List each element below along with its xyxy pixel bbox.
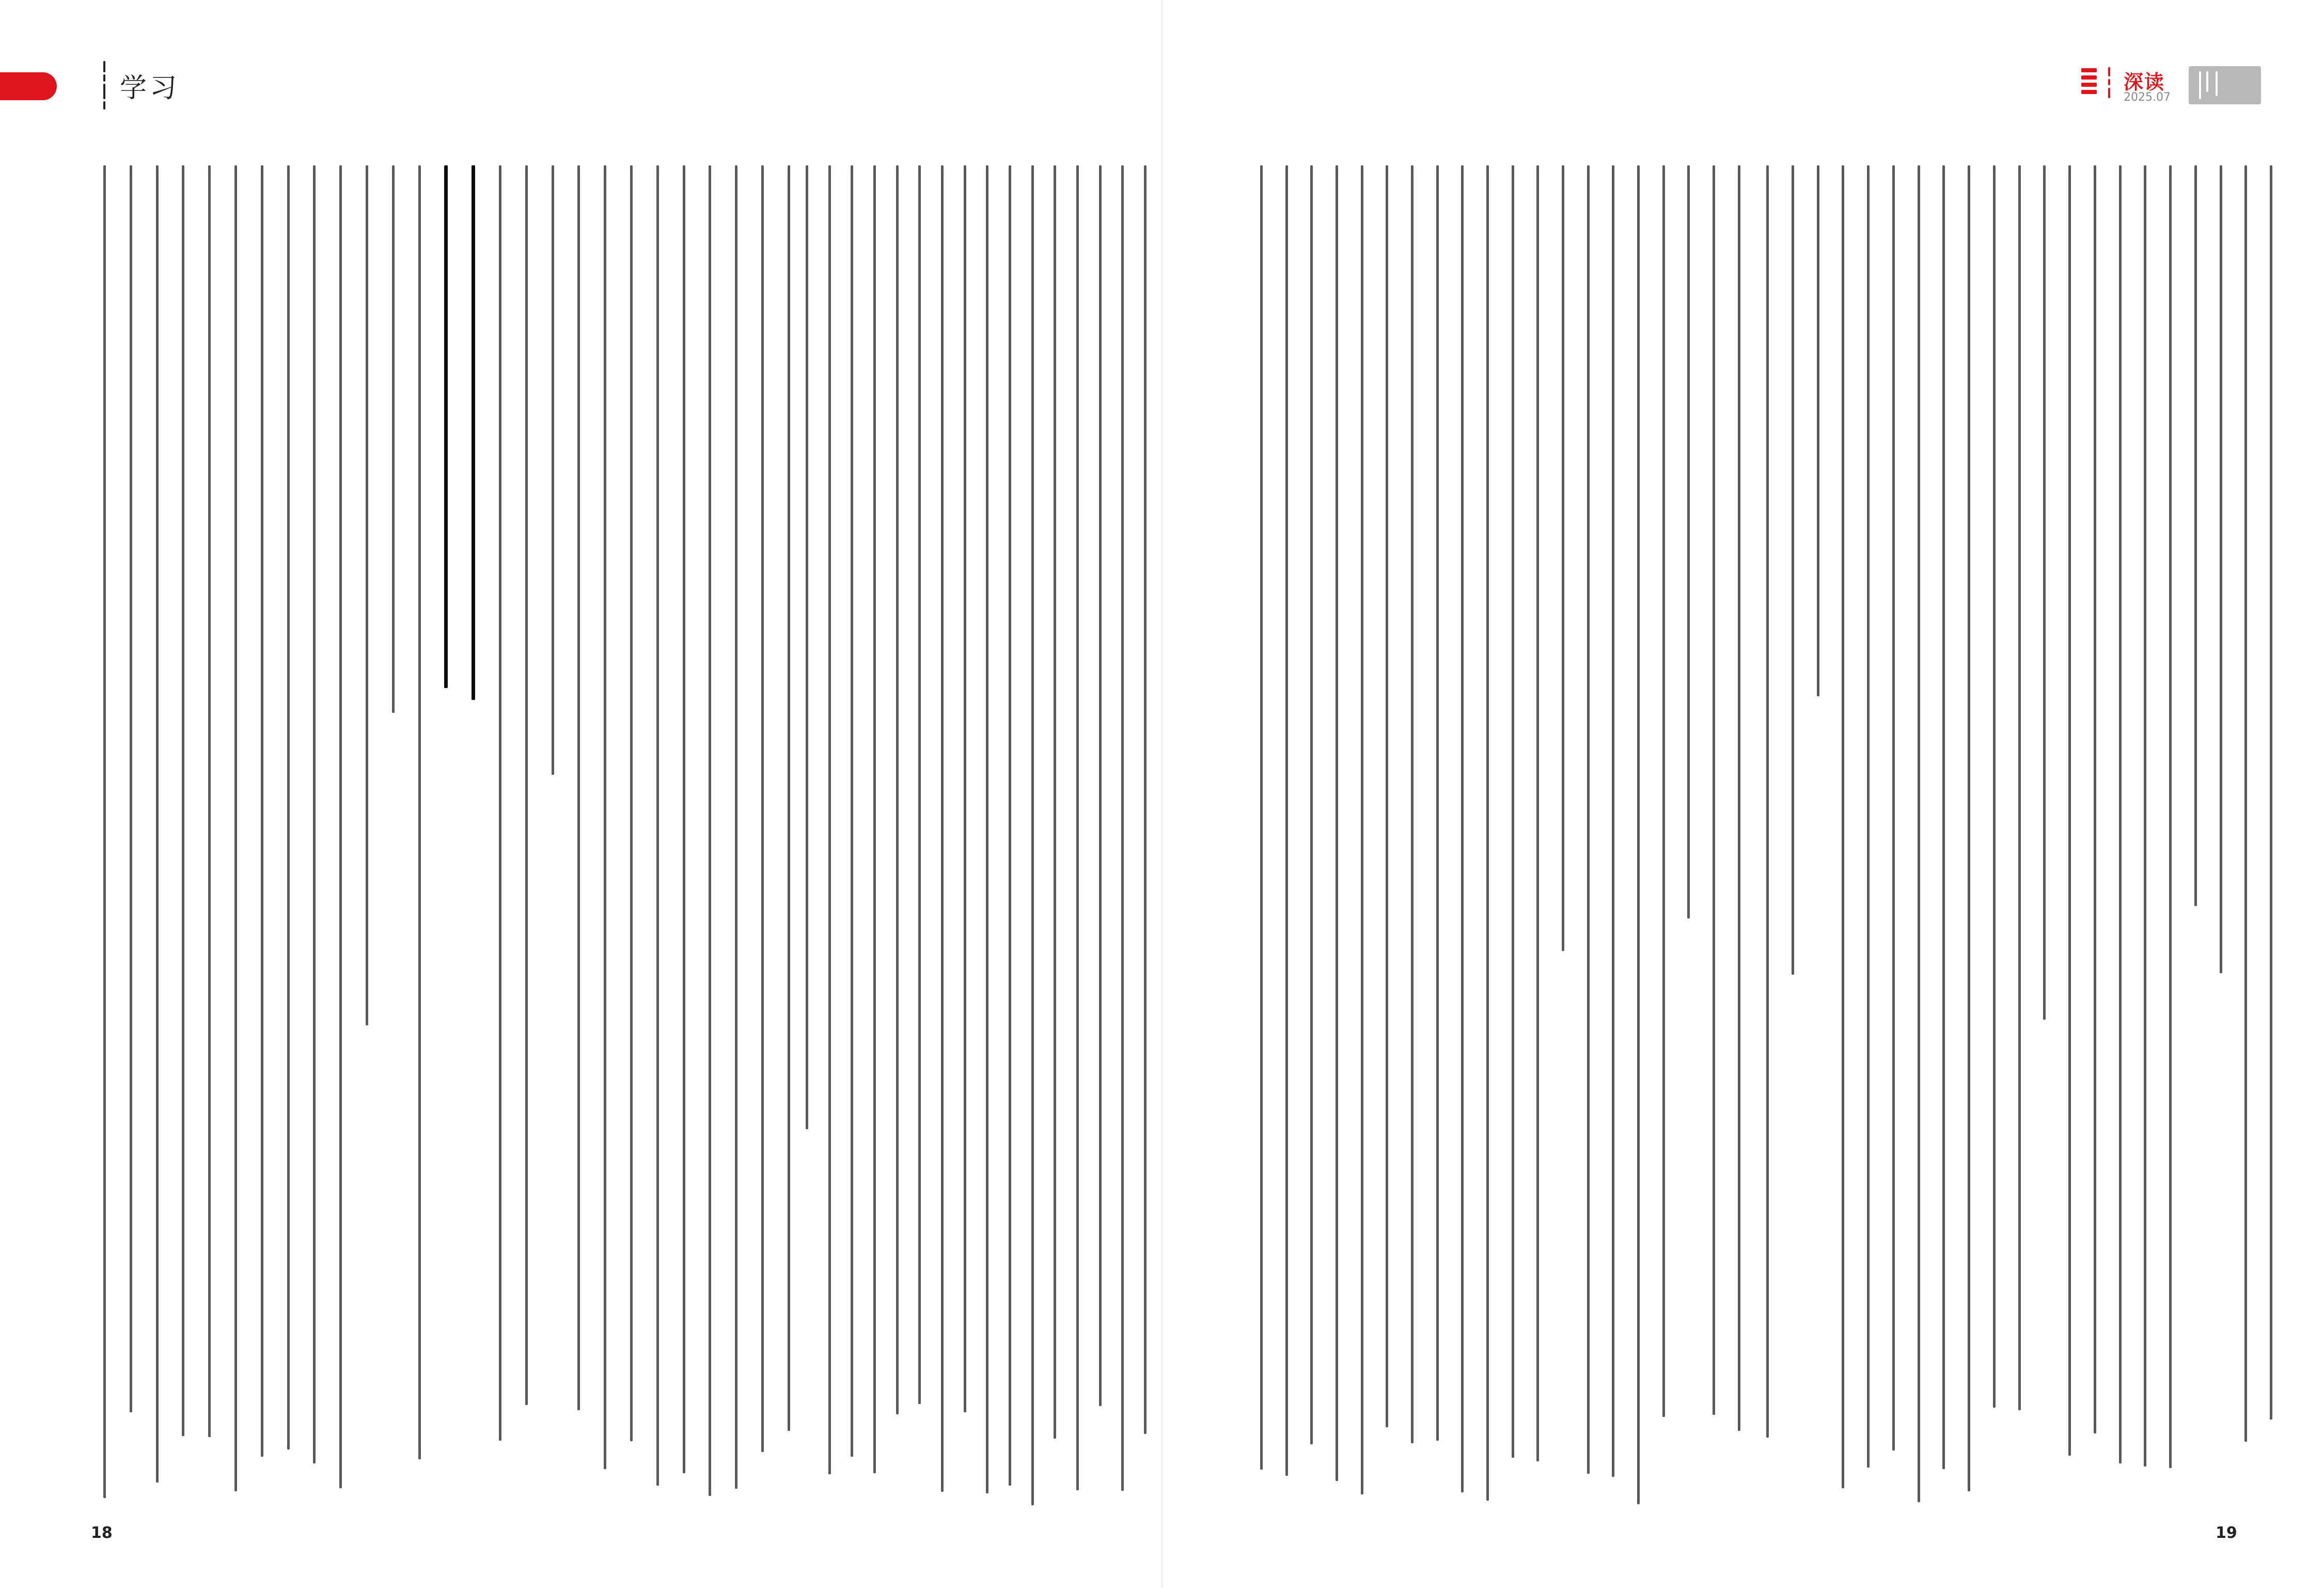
text-line [1386, 165, 1388, 1427]
text-line [735, 165, 737, 1489]
text-line [1892, 165, 1895, 1451]
text-line [896, 165, 899, 1414]
text-line [366, 165, 368, 1025]
text-line [525, 165, 528, 1405]
mongolian-section-label-graphic [2105, 67, 2113, 103]
text-line [1766, 165, 1769, 1438]
section-title: 学习 [120, 73, 180, 104]
text-line [392, 165, 395, 713]
text-line [986, 165, 988, 1493]
text-line [851, 165, 853, 1457]
text-line [1009, 165, 1011, 1486]
text-line [1587, 165, 1590, 1474]
text-line [941, 165, 944, 1492]
text-line [806, 165, 808, 1129]
text-line [1817, 165, 1819, 696]
magazine-brand-header [2081, 62, 2309, 108]
text-line [1792, 165, 1794, 975]
text-line [1310, 165, 1313, 1444]
text-line [313, 165, 316, 1464]
text-line [1637, 165, 1640, 1504]
text-line [1144, 165, 1147, 1434]
text-line [1461, 165, 1464, 1492]
text-line [1260, 165, 1263, 1470]
mongolian-section-title-graphic [95, 61, 114, 118]
red-emblem-icon [2081, 68, 2097, 101]
text-line [1942, 165, 1945, 1469]
text-line [1054, 165, 1056, 1439]
text-line [1562, 165, 1564, 951]
text-line [287, 165, 290, 1450]
text-line [1411, 165, 1414, 1443]
text-line [1993, 165, 1996, 1408]
text-line [1536, 165, 1539, 1461]
text-line [2094, 165, 2096, 1434]
text-line [2270, 165, 2272, 1420]
text-line [709, 165, 711, 1496]
text-line [964, 165, 966, 1412]
text-line [234, 165, 237, 1491]
text-line [577, 165, 580, 1410]
text-line [1486, 165, 1489, 1501]
text-line [1031, 165, 1034, 1505]
text-line [339, 165, 342, 1488]
text-line [130, 165, 132, 1412]
text-line [1336, 165, 1338, 1481]
text-line [1285, 165, 1288, 1476]
text-line [1612, 165, 1614, 1477]
page-number-right: 19 [2216, 1524, 2237, 1542]
text-line [1361, 165, 1363, 1494]
text-column-right-a [1260, 165, 1740, 1508]
text-line [1687, 165, 1690, 918]
text-line [2194, 165, 2197, 906]
text-line [472, 165, 475, 700]
text-line [1121, 165, 1124, 1491]
text-line [683, 165, 685, 1473]
text-line [103, 165, 106, 1498]
text-line [156, 165, 159, 1483]
text-line [1738, 165, 1740, 1431]
text-line [444, 165, 448, 688]
text-line [918, 165, 921, 1404]
text-line [630, 165, 633, 1441]
text-column-left-a [103, 165, 790, 1508]
text-line [1436, 165, 1439, 1441]
text-line [1842, 165, 1844, 1488]
text-line [552, 165, 554, 775]
text-line [604, 165, 606, 1469]
text-line [2220, 165, 2222, 973]
text-line [2244, 165, 2247, 1442]
text-line [761, 165, 764, 1452]
text-line [499, 165, 501, 1441]
text-column-left-b [806, 165, 1147, 1508]
text-line [1918, 165, 1920, 1502]
text-line [2119, 165, 2122, 1464]
text-line [418, 165, 421, 1459]
section-marker-tab [0, 72, 57, 100]
text-line [1076, 165, 1079, 1490]
text-line [788, 165, 790, 1431]
issue-date: 2025.07 [2124, 91, 2171, 104]
text-line [2068, 165, 2071, 1456]
text-line [182, 165, 184, 1436]
text-line [873, 165, 876, 1473]
text-line [2169, 165, 2172, 1468]
text-line [1512, 165, 1514, 1458]
section-label: 深读 [2124, 71, 2165, 94]
text-line [2043, 165, 2046, 1020]
text-line [2144, 165, 2146, 1467]
text-line [2018, 165, 2021, 1410]
text-line [656, 165, 659, 1486]
text-line [208, 165, 211, 1437]
text-line [828, 165, 831, 1474]
text-line [1713, 165, 1715, 1415]
text-line [261, 165, 263, 1457]
text-line [1099, 165, 1102, 1406]
text-line [1867, 165, 1870, 1468]
text-column-right-b [1766, 165, 2272, 1508]
text-line [1968, 165, 1970, 1491]
text-line [1662, 165, 1665, 1417]
page-number-left: 18 [91, 1524, 113, 1542]
magazine-logo [2189, 66, 2261, 104]
